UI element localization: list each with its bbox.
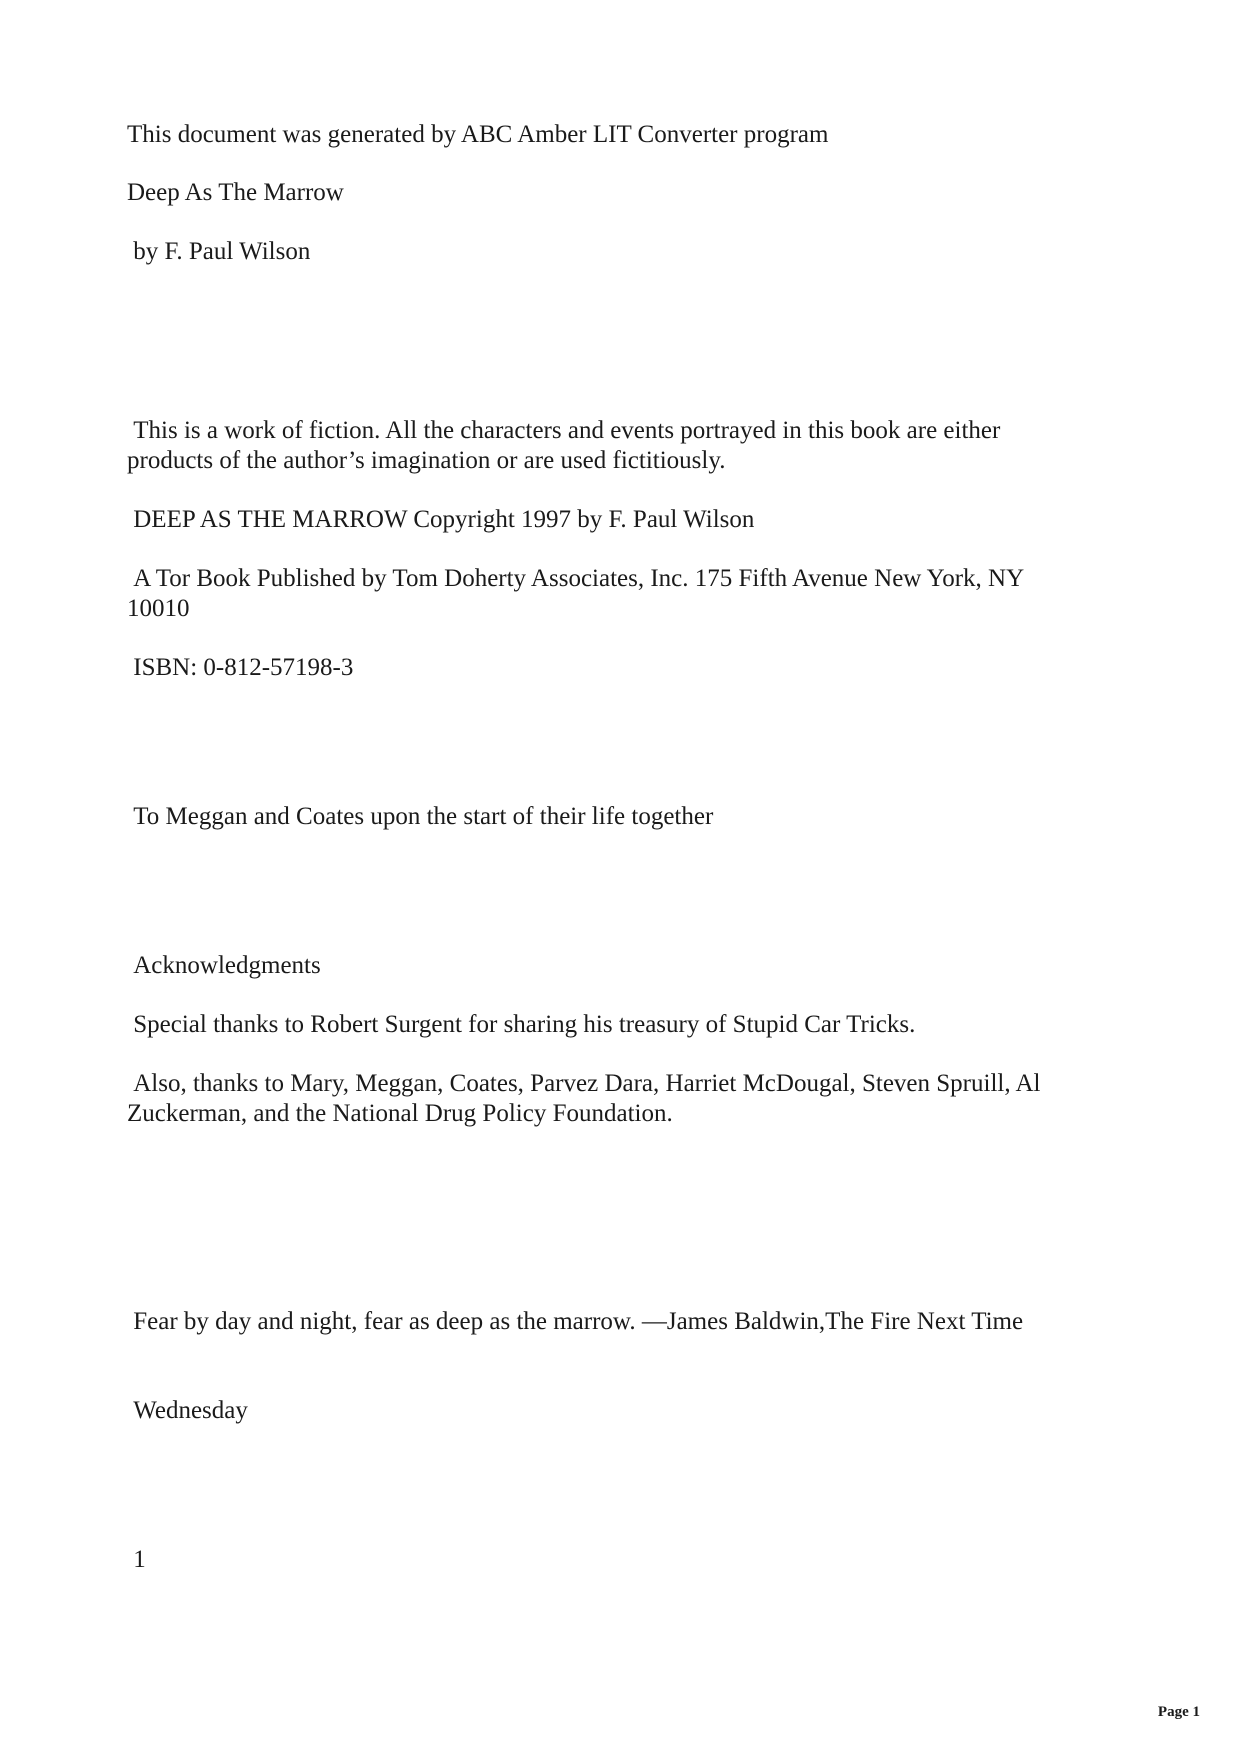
- fiction-notice: This is a work of fiction. All the characters and events portrayed in this book are either products of the author’s imagination or are used fictitiously.: [127, 417, 1007, 474]
- acknowledgments-heading: Acknowledgments: [127, 952, 321, 979]
- generator-note: This document was generated by ABC Amber LIT Converter program: [127, 121, 829, 148]
- epigraph: Fear by day and night, fear as deep as the marrow. —James Baldwin,The Fire Next Time: [127, 1308, 1024, 1335]
- acknowledgment-paragraph: Also, thanks to Mary, Meggan, Coates, Parvez Dara, Harriet McDougal, Steven Spruill, Al Zuckerman, and the National Drug Policy Foundation.: [127, 1070, 1047, 1127]
- publisher-line: A Tor Book Published by Tom Doherty Associates, Inc. 175 Fifth Avenue New York, NY 10010: [127, 565, 1030, 622]
- chapter-number: 1: [127, 1546, 146, 1573]
- book-title: Deep As The Marrow: [127, 179, 344, 206]
- author-byline: by F. Paul Wilson: [127, 238, 311, 265]
- isbn-line: ISBN: 0-812-57198-3: [127, 654, 354, 681]
- page-number: Page 1: [1157, 1704, 1200, 1720]
- dedication: To Meggan and Coates upon the start of their life together: [127, 803, 714, 830]
- acknowledgment-paragraph: Special thanks to Robert Surgent for sharing his treasury of Stupid Car Tricks.: [127, 1011, 916, 1038]
- part-heading: Wednesday: [127, 1397, 248, 1424]
- copyright-line: DEEP AS THE MARROW Copyright 1997 by F. Paul Wilson: [127, 506, 755, 533]
